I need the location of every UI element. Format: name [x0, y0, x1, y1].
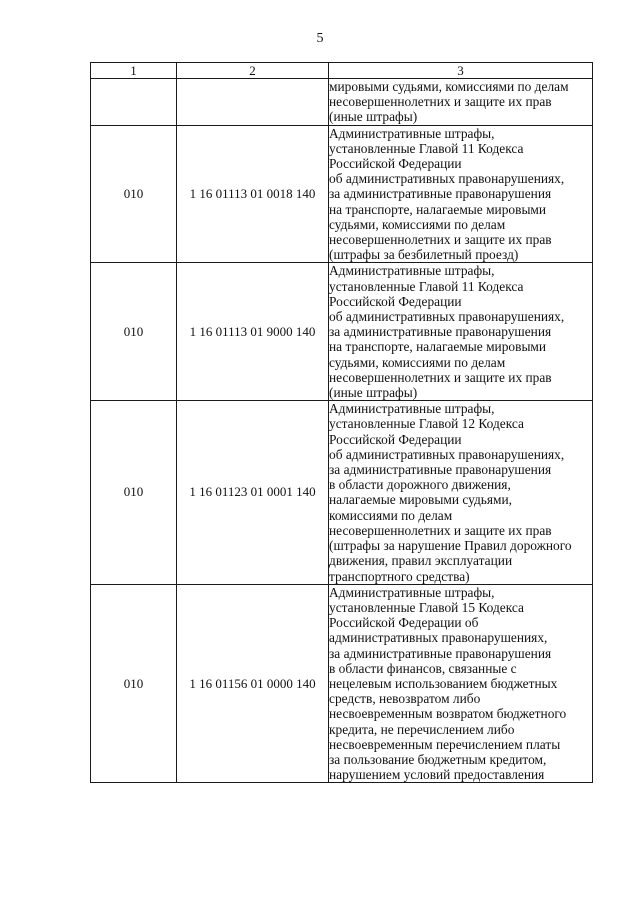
description-cell [329, 263, 593, 401]
description-line: движения, правил эксплуатации [329, 553, 513, 569]
column-header-2: 2 [177, 63, 329, 79]
description-cell [329, 79, 593, 126]
description-line: Административные штрафы, [329, 401, 495, 417]
description-line: нарушением условий предоставления [329, 767, 545, 783]
description-line: налагаемые мировыми судьями, [329, 492, 513, 508]
description-line: кредита, не перечислением либо [329, 721, 515, 737]
description-cell [329, 401, 593, 584]
description-line: (иные штрафы) [329, 109, 418, 125]
description-line: установленные Главой 11 Кодекса [329, 278, 524, 294]
description-line: Российской Федерации [329, 431, 462, 447]
description-line: об административных правонарушениях, [329, 446, 565, 462]
admin-code-cell: 010 [91, 263, 177, 401]
table-header-row [91, 63, 593, 79]
table-row [91, 401, 593, 584]
page-number: 5 [316, 31, 324, 46]
budget-code-cell: 1 16 01113 01 9000 140 [177, 263, 329, 401]
description-line: на транспорте, налагаемые мировыми [329, 339, 547, 355]
column-header-1: 1 [91, 63, 177, 79]
description-line: об административных правонарушениях, [329, 171, 565, 187]
description-line: Российской Федерации [329, 156, 462, 172]
description-line: судьями, комиссиями по делам [329, 216, 506, 232]
description-line: в области финансов, связанные с [329, 660, 517, 676]
admin-code-cell: 010 [91, 401, 177, 584]
description-line: несовершеннолетних и защите их прав [329, 522, 552, 538]
description-line: установленные Главой 15 Кодекса [329, 599, 524, 615]
description-line: несвоевременным перечислением платы [329, 736, 561, 752]
description-line: несовершеннолетних и защите их прав [329, 369, 552, 385]
description-line: несовершеннолетних и защите их прав [329, 94, 552, 110]
table-row [91, 584, 593, 783]
description-line: (штрафы за безбилетный проезд) [329, 247, 519, 263]
description-cell [329, 584, 593, 783]
description-line: в области дорожного движения, [329, 477, 511, 493]
admin-code-cell: 010 [91, 584, 177, 783]
description-line: мировыми судьями, комиссиями по делам [329, 79, 569, 94]
description-line: комиссиями по делам [329, 507, 453, 523]
table-body [91, 79, 593, 783]
description-line: установленные Главой 12 Кодекса [329, 416, 524, 432]
description-line: за административные правонарушения [329, 324, 552, 340]
description-line: нецелевым использованием бюджетных [329, 675, 558, 691]
table-row [91, 125, 593, 263]
budget-code-cell [177, 79, 329, 126]
description-line: за административные правонарушения [329, 645, 552, 661]
description-line: административных правонарушениях, [329, 630, 548, 646]
description-line: установленные Главой 11 Кодекса [329, 140, 524, 156]
budget-codes-table [90, 62, 593, 783]
description-line: Российской Федерации [329, 293, 462, 309]
description-line: Административные штрафы, [329, 125, 495, 141]
description-line: судьями, комиссиями по делам [329, 354, 506, 370]
description-line: за административные правонарушения [329, 186, 552, 202]
description-line: (штрафы за нарушение Правил дорожного [329, 538, 572, 554]
budget-code-cell: 1 16 01123 01 0001 140 [177, 401, 329, 584]
description-line: за административные правонарушения [329, 462, 552, 478]
budget-code-cell: 1 16 01156 01 0000 140 [177, 584, 329, 783]
description-line: транспортного средства) [329, 568, 470, 584]
admin-code-cell [91, 79, 177, 126]
description-line: за пользование бюджетным кредитом, [329, 751, 547, 767]
description-cell [329, 125, 593, 263]
table-row [91, 263, 593, 401]
table-row [91, 79, 593, 126]
budget-code-cell: 1 16 01113 01 0018 140 [177, 125, 329, 263]
admin-code-cell: 010 [91, 125, 177, 263]
description-line: средств, невозвратом либо [329, 691, 481, 707]
description-line: несвоевременным возвратом бюджетного [329, 706, 567, 722]
column-header-3: 3 [329, 63, 593, 79]
description-line: Российской Федерации об [329, 615, 479, 631]
description-line: (иные штрафы) [329, 385, 418, 401]
description-line: об административных правонарушениях, [329, 309, 565, 325]
description-line: Административные штрафы, [329, 263, 495, 279]
description-line: на транспорте, налагаемые мировыми [329, 201, 547, 217]
description-line: несовершеннолетних и защите их прав [329, 232, 552, 248]
description-line: Административные штрафы, [329, 584, 495, 600]
